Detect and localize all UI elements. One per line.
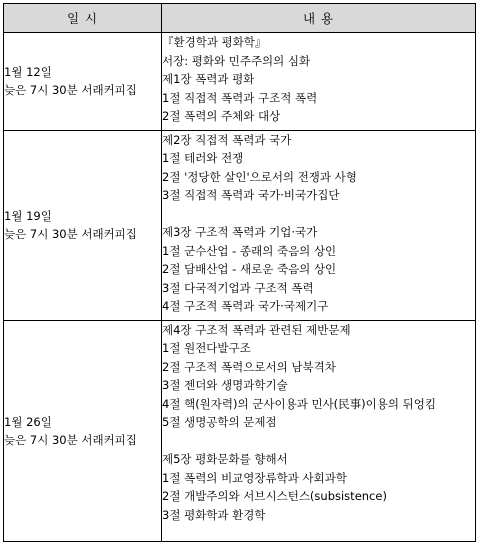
content-line: 2절 담배산업 - 새로운 죽음의 상인 (162, 262, 337, 277)
session-time-place: 늦은 7시 30분 서래커피집 (4, 227, 137, 242)
content-line: 1절 직접적 폭력과 구조적 폭력 (162, 90, 318, 105)
content-line: 5절 생명공학의 문제점 (162, 415, 277, 430)
content-spacer (162, 205, 475, 224)
session-date: 1월 12일 (4, 65, 52, 80)
content-line: 제3장 구조적 폭력과 기업·국가 (162, 225, 318, 240)
date-cell (4, 130, 162, 320)
session-time-place: 늦은 7시 30분 서래커피집 (4, 432, 137, 447)
content-line: 3절 젠더와 생명과학기술 (162, 378, 288, 393)
date-cell (4, 320, 162, 541)
content-line: 4절 구조적 폭력과 국가·국제기구 (162, 299, 329, 314)
session-date: 1월 26일 (4, 414, 52, 429)
content-line: 4절 핵(원자력)의 군사이용과 민사(民事)이용의 뒤엉킴 (162, 396, 436, 411)
header-row (4, 4, 476, 33)
content-line: 서장: 평화와 민주주의의 심화 (162, 53, 311, 68)
content-line: 2절 개발주의와 서브시스턴스(subsistence) (162, 489, 387, 504)
content-line: 2절 '정당한 살인'으로서의 전쟁과 사형 (162, 169, 357, 184)
content-line: 1절 테러와 전쟁 (162, 151, 244, 166)
content-line: 2절 구조적 폭력으로서의 남북격차 (162, 359, 336, 374)
table-row (4, 130, 476, 320)
content-cell (162, 33, 476, 131)
content-line: 제5장 평화문화를 향해서 (162, 452, 288, 467)
content-line: 2절 폭력의 주체와 대상 (162, 109, 281, 123)
schedule-table (3, 3, 476, 542)
content-cell (162, 130, 476, 320)
session-date: 1월 19일 (4, 209, 52, 224)
content-line: 1절 폭력의 비교영장류학과 사회과학 (162, 470, 347, 485)
content-line: 3절 다국적기업과 구조적 폭력 (162, 280, 314, 295)
content-line: 1절 원전다발구조 (162, 341, 251, 356)
content-line: 제1장 폭력과 평화 (162, 72, 255, 86)
content-spacer (162, 432, 475, 451)
content-line: 3절 평화학과 환경학 (162, 507, 266, 522)
content-column-header: 내 용 (162, 4, 476, 33)
date-cell (4, 33, 162, 131)
session-time-place: 늦은 7시 30분 서래커피집 (4, 83, 137, 98)
table-row (4, 320, 476, 541)
date-column-header: 일 시 (4, 4, 162, 33)
content-line: 제2장 직접적 폭력과 국가 (162, 132, 292, 147)
content-line: 『환경학과 평화학』 (162, 35, 267, 49)
content-cell (162, 320, 476, 541)
content-line: 1절 군수산업 - 종래의 죽음의 상인 (162, 243, 337, 258)
content-line: 제4장 구조적 폭력과 관련된 제반문제 (162, 322, 351, 337)
content-line: 3절 직접적 폭력과 국가·비국가집단 (162, 188, 340, 203)
table-row (4, 33, 476, 131)
